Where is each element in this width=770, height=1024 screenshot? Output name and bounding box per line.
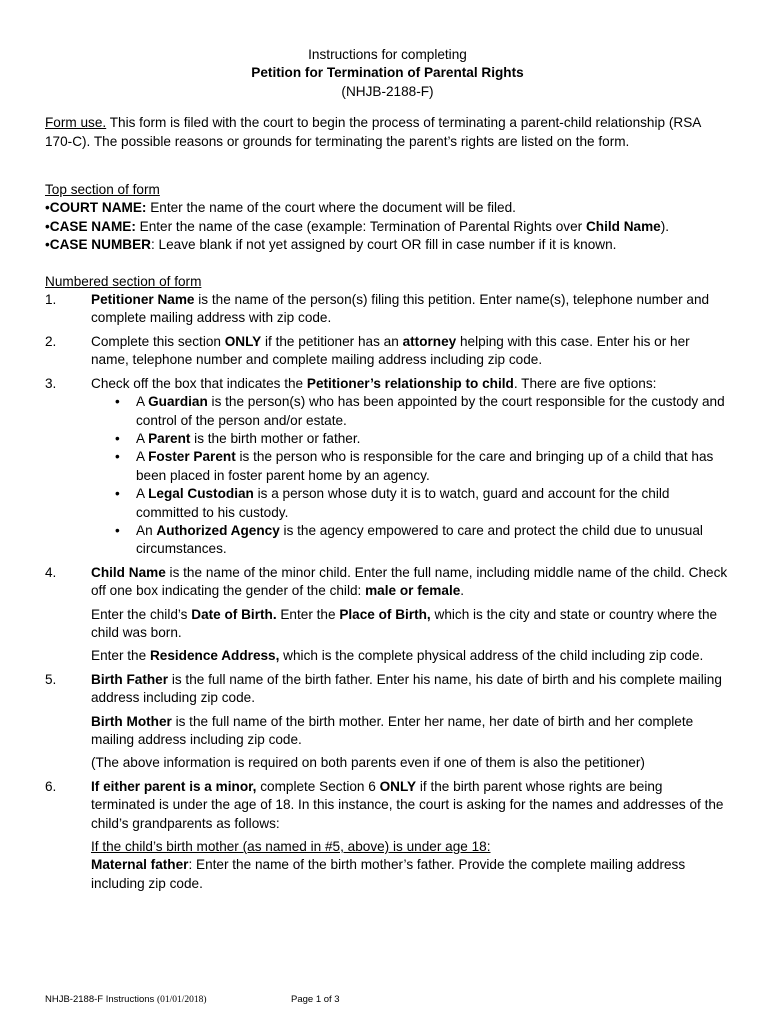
item-2-text-b: if the petitioner has an — [261, 333, 403, 349]
item-5-text: is the full name of the birth father. Enter his name, his date of birth and his complete mailing address including zip code. — [91, 671, 722, 706]
title-line-1: Instructions for completing — [308, 47, 467, 62]
court-name-text: Enter the name of the court where the document will be filed. — [146, 200, 516, 216]
bullet-guardian — [45, 393, 730, 430]
item-4-paragraph-3 — [45, 647, 730, 665]
form-use-text: This form is filed with the court to begin the process of terminating a parent-child relationship (RSA 170-C). The possible reasons or grounds for terminating the parent’s rights are listed on the form. — [45, 115, 701, 149]
bullet-dot: • — [115, 486, 120, 502]
item-3-text-b: . There are five options: — [513, 375, 657, 391]
court-name-label: COURT NAME: — [49, 200, 147, 216]
case-name-text: Enter the name of the case (example: Termination of Parental Rights over — [135, 218, 586, 234]
item-4-bold-b: male or female — [365, 583, 461, 599]
bullet-pre: A — [136, 449, 149, 465]
bullet-pre: An — [136, 522, 157, 538]
bullet-legal-custodian — [45, 485, 730, 522]
case-number-line: •CASE NUMBER: Leave blank if not yet assigned by court OR fill in case number if it is known. — [45, 237, 617, 253]
item-2-bold-b: attorney — [402, 333, 457, 349]
item-6 — [45, 778, 730, 833]
item-4-p2-text-c: which is the city and state or country where the child was born. — [91, 606, 718, 640]
bullet-text: is the agency empowered to care and protect the child due to unusual circumstances. — [136, 522, 703, 557]
item-4-p2-text-b: Enter the — [276, 606, 340, 622]
bullet-pre: A — [136, 486, 149, 502]
court-name-line: •COURT NAME: Enter the name of the court where the document will be filed. — [45, 200, 516, 216]
item-6-p3-text: : Enter the name of the birth mother’s father. Provide the complete mailing address including zip code. — [91, 857, 686, 891]
case-number-label: CASE NUMBER — [49, 237, 151, 253]
item-4-text-a: is the name of the minor child. Enter the full name, including middle name of the child. Check off one box indicating the gender of the child: — [91, 564, 728, 599]
bullet-dot: • — [115, 522, 120, 538]
item-6-bold-b: ONLY — [379, 778, 417, 794]
item-number: 1. — [45, 292, 57, 308]
case-name-end: ). — [660, 218, 670, 234]
item-6-bold-a: If either parent is a minor, — [91, 778, 257, 794]
item-2-text-c: helping with this case. Enter his or her name, telephone number and complete mailing address including zip code. — [91, 333, 690, 368]
bullet-dot: • — [115, 394, 120, 410]
bullet-term: Parent — [148, 430, 191, 446]
case-number-text: : Leave blank if not yet assigned by court OR fill in case number if it is known. — [150, 237, 617, 253]
item-5-p2-bold: Birth Mother — [91, 713, 172, 729]
item-5-paragraph-2 — [45, 713, 730, 750]
document-title — [45, 46, 730, 101]
bullet-dot: • — [115, 430, 120, 446]
bullet-authorized-agency — [45, 522, 730, 559]
bullet-text: is the birth mother or father. — [190, 430, 361, 446]
bullet-term: Authorized Agency — [156, 522, 280, 538]
bullet-term: Foster Parent — [148, 449, 236, 465]
item-number: 2. — [45, 333, 57, 349]
item-4-p2-bold-b: Place of Birth, — [339, 606, 431, 622]
item-number: 3. — [45, 375, 57, 391]
footer-page-number: Page 1 of 3 — [291, 994, 340, 1005]
form-use-label: Form use. — [45, 115, 107, 131]
item-4-p3-text-b: which is the complete physical address of the child including zip code. — [279, 648, 704, 664]
bullet-text: is the person(s) who has been appointed by the court responsible for the custody and control of the person and/or estate. — [136, 394, 725, 428]
item-5-bold: Birth Father — [91, 671, 169, 687]
bullet-foster-parent — [45, 448, 730, 485]
item-2-bold-a: ONLY — [224, 333, 262, 349]
item-number: 5. — [45, 671, 57, 687]
item-6-text-b: if the birth parent whose rights are being terminated is under the age of 18. In this instance, the court is asking for the names and addresses of the child’s grandparents as follows: — [91, 778, 724, 831]
top-section-heading: Top section of form — [45, 182, 160, 198]
item-4-text-b: . — [460, 583, 465, 599]
bullet-text: is a person whose duty it is to watch, guard and account for the child committed to his custody. — [136, 486, 670, 520]
case-name-label: CASE NAME: — [49, 218, 136, 234]
item-4-p2-bold-a: Date of Birth. — [191, 606, 277, 622]
item-6-paragraph-2 — [45, 838, 730, 893]
item-1-bold: Petitioner Name — [91, 292, 195, 308]
page-footer — [45, 994, 340, 1006]
footer-date: (01/01/2018) — [156, 995, 207, 1005]
item-4 — [45, 564, 730, 601]
item-2 — [45, 333, 730, 370]
footer-form-id: NHJB-2188-F Instructions — [45, 994, 157, 1005]
item-6-p3-bold: Maternal father — [91, 857, 189, 873]
case-name-line: •CASE NAME: Enter the name of the case (example: Termination of Parental Rights over Child Name). — [45, 218, 670, 234]
item-4-bold-a: Child Name — [91, 564, 166, 580]
item-5-p2-text: is the full name of the birth mother. Enter her name, her date of birth and her complete mailing address including zip code. — [91, 713, 694, 747]
title-line-2: Petition for Termination of Parental Rights — [251, 65, 524, 81]
bullet-text: is the person who is responsible for the care and bringing up of a child that has been placed in foster parent home by an agency. — [136, 449, 714, 483]
item-3-bold: Petitioner’s relationship to child — [306, 375, 514, 391]
item-4-p2-text-a: Enter the child’s — [91, 606, 192, 622]
item-1 — [45, 291, 730, 328]
item-6-text-a: complete Section 6 — [256, 778, 380, 794]
item-4-paragraph-2 — [45, 606, 730, 643]
form-use-paragraph — [45, 114, 730, 151]
item-5-p3-text: (The above information is required on both parents even if one of them is also the petitioner) — [91, 755, 645, 771]
bullet-parent — [45, 430, 730, 448]
numbered-section-heading: Numbered section of form — [45, 273, 202, 289]
item-1-text: is the name of the person(s) filing this petition. Enter name(s), telephone number and complete mailing address with zip code. — [91, 292, 710, 326]
item-4-p3-bold: Residence Address, — [149, 648, 280, 664]
item-number: 4. — [45, 564, 57, 580]
item-3 — [45, 375, 730, 393]
item-3-text-a: Check off the box that indicates the — [91, 375, 307, 391]
item-4-p3-text-a: Enter the — [91, 648, 150, 664]
item-2-text-a: Complete this section — [91, 333, 225, 349]
bullet-pre: A — [136, 394, 149, 410]
item-number: 6. — [45, 778, 57, 794]
bullet-term: Guardian — [148, 394, 208, 410]
bullet-dot: • — [115, 449, 120, 465]
title-line-3: (NHJB-2188-F) — [341, 83, 434, 99]
bullet-term: Legal Custodian — [148, 486, 254, 502]
case-name-bold: Child Name — [585, 218, 661, 234]
document-page — [45, 46, 730, 893]
item-6-subheading: If the child’s birth mother (as named in #5, above) is under age 18: — [91, 839, 491, 855]
bullet-pre: A — [136, 430, 149, 446]
item-5-paragraph-3 — [45, 754, 730, 772]
item-5 — [45, 671, 730, 708]
